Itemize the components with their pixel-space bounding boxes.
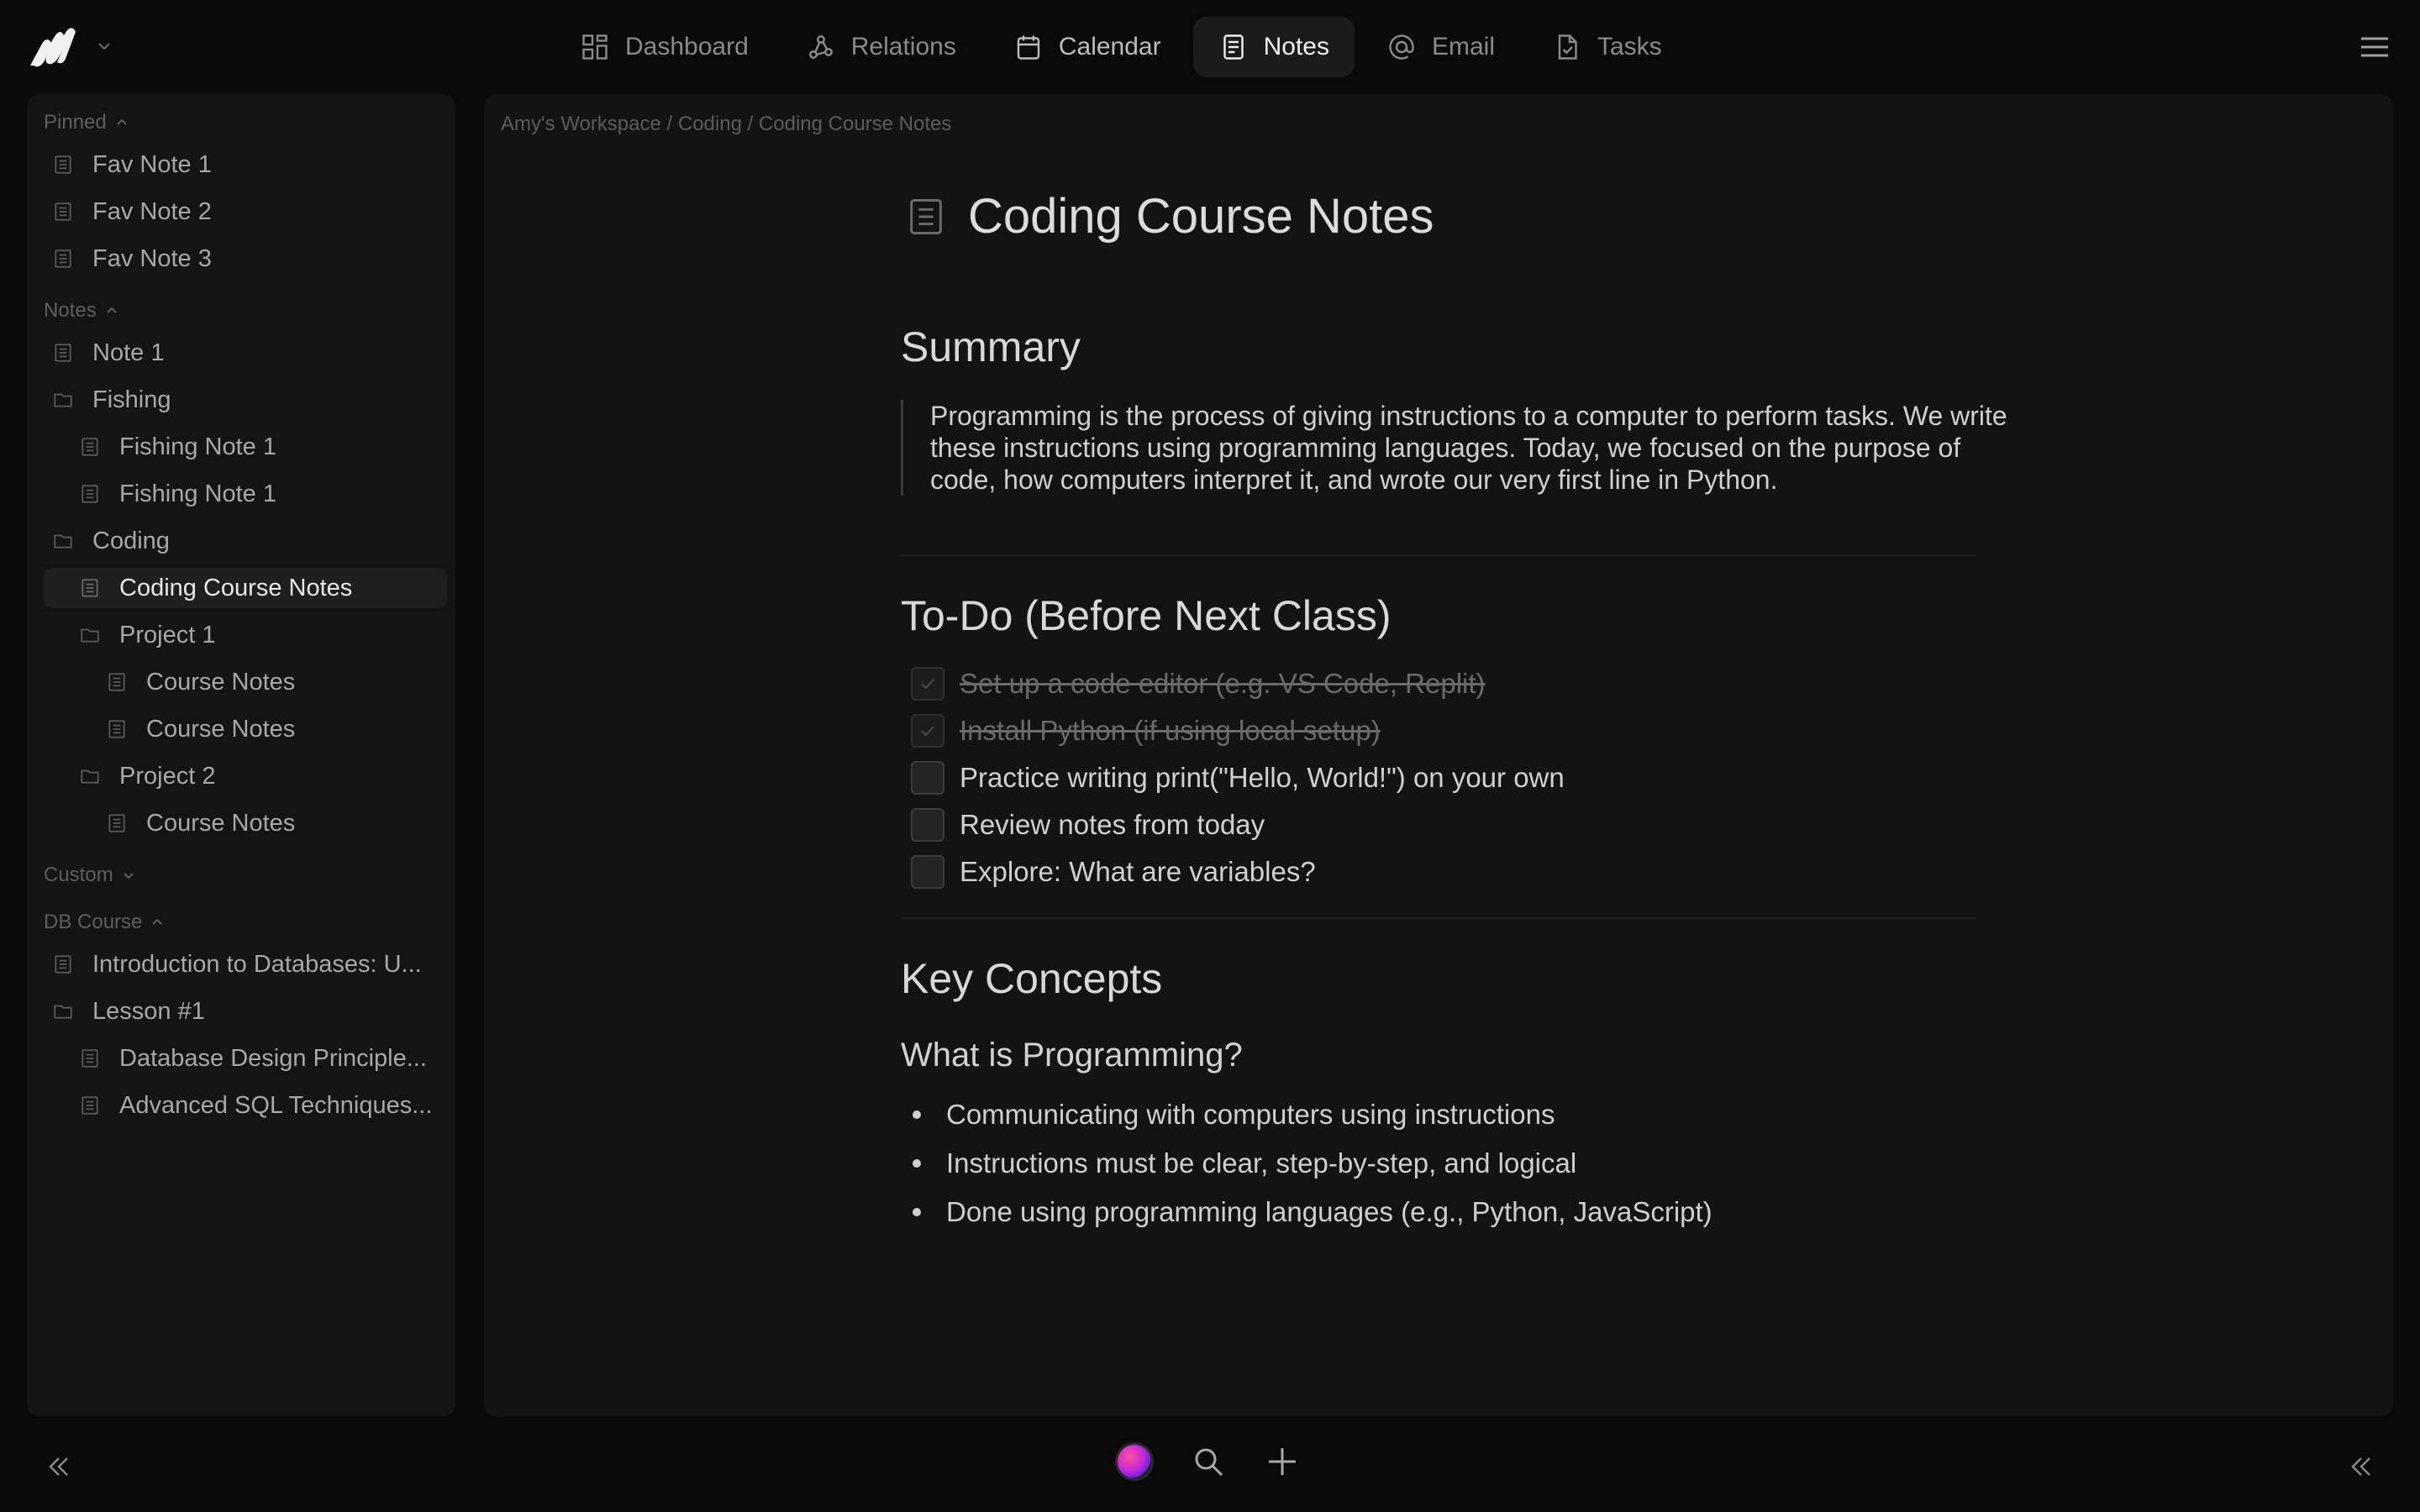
section-db-course[interactable] bbox=[44, 911, 164, 934]
note-icon bbox=[79, 1095, 101, 1116]
dashboard-icon bbox=[580, 32, 610, 62]
nav-relations-label: Relations bbox=[850, 33, 956, 60]
sidebar-item-project-2[interactable] bbox=[44, 756, 447, 796]
app-logo-icon bbox=[29, 25, 86, 67]
todo-item[interactable] bbox=[911, 808, 1265, 842]
sidebar-item-label: Fav Note 3 bbox=[92, 244, 212, 272]
sidebar-item-label: Coding Course Notes bbox=[119, 574, 353, 601]
at-icon bbox=[1386, 32, 1417, 62]
chevron-down-icon bbox=[122, 869, 135, 882]
calendar-icon bbox=[1013, 32, 1044, 62]
collapse-right-panel-icon[interactable] bbox=[2346, 1452, 2376, 1482]
checkbox-checked[interactable] bbox=[911, 714, 944, 748]
todo-label: Practice writing print("Hello, World!") on your own bbox=[960, 762, 1565, 793]
breadcrumb[interactable]: Amy's Workspace / Coding / Coding Course Notes bbox=[501, 113, 952, 135]
todo-label: Explore: What are variables? bbox=[960, 856, 1316, 887]
todo-heading[interactable]: To-Do (Before Next Class) bbox=[901, 592, 1392, 639]
sidebar-item-fav-note-2[interactable] bbox=[44, 192, 447, 232]
sidebar-item-label: Lesson #1 bbox=[92, 997, 205, 1025]
todo-item[interactable] bbox=[911, 761, 1565, 795]
sidebar-item-label: Fishing Note 1 bbox=[119, 480, 276, 507]
folder-icon bbox=[79, 624, 101, 646]
chevron-up-icon bbox=[115, 116, 129, 129]
folder-icon bbox=[79, 765, 101, 787]
note-icon bbox=[79, 436, 101, 458]
main-nav bbox=[555, 17, 1687, 77]
top-bar bbox=[0, 0, 2420, 94]
section-notes[interactable] bbox=[44, 299, 118, 323]
sidebar-item-label: Fav Note 1 bbox=[92, 150, 212, 178]
nav-tasks-label: Tasks bbox=[1597, 33, 1662, 60]
list-item-text: Instructions must be clear, step-by-step, and logical bbox=[946, 1147, 1577, 1179]
sidebar-item-fav-note-1[interactable] bbox=[44, 144, 447, 185]
checkbox-unchecked[interactable] bbox=[911, 761, 944, 795]
sidebar-item-project-1[interactable] bbox=[44, 615, 447, 655]
nav-calendar-label: Calendar bbox=[1058, 33, 1161, 60]
section-custom[interactable] bbox=[44, 864, 135, 887]
checkbox-checked[interactable] bbox=[911, 667, 944, 701]
ai-assistant-orb-icon[interactable] bbox=[1118, 1445, 1151, 1478]
sidebar-item-course-notes-1[interactable] bbox=[44, 662, 447, 702]
sidebar-item-label: Project 1 bbox=[119, 621, 216, 648]
subheading[interactable]: What is Programming? bbox=[901, 1037, 1243, 1074]
sidebar-item-course-notes-3[interactable] bbox=[44, 803, 447, 843]
sidebar-item-note-1[interactable] bbox=[44, 333, 447, 373]
note-title[interactable]: Coding Course Notes bbox=[968, 189, 1434, 244]
sidebar-item-advanced-sql[interactable] bbox=[44, 1085, 439, 1126]
note-icon bbox=[52, 953, 74, 975]
sidebar-item-label: Coding bbox=[92, 527, 170, 554]
sidebar-item-label: Course Notes bbox=[146, 668, 296, 696]
collapse-left-icon[interactable] bbox=[44, 1452, 74, 1482]
todo-item[interactable] bbox=[911, 855, 1316, 889]
section-custom-label: Custom bbox=[44, 864, 113, 886]
folder-icon bbox=[52, 389, 74, 411]
todo-item[interactable] bbox=[911, 667, 1486, 701]
sidebar-item-label: Introduction to Databases: U... bbox=[92, 950, 422, 978]
note-icon bbox=[79, 577, 101, 599]
check-icon bbox=[918, 722, 937, 740]
list-item-text: Done using programming languages (e.g., Python, JavaScript) bbox=[946, 1196, 1712, 1227]
sidebar-item-label: Fishing Note 1 bbox=[119, 433, 276, 460]
sidebar-item-fav-note-3[interactable] bbox=[44, 239, 447, 279]
note-icon bbox=[106, 718, 128, 740]
nav-dashboard[interactable] bbox=[555, 17, 774, 77]
note-icon bbox=[52, 201, 74, 223]
list-item-text: Communicating with computers using instructions bbox=[946, 1099, 1555, 1130]
divider bbox=[901, 917, 1976, 919]
note-icon bbox=[79, 1047, 101, 1069]
note-icon bbox=[52, 342, 74, 364]
sidebar-item-label: Project 2 bbox=[119, 762, 216, 790]
section-db-course-label: DB Course bbox=[44, 911, 143, 933]
key-concepts-heading[interactable]: Key Concepts bbox=[901, 955, 1163, 1002]
sidebar-item-label: Note 1 bbox=[92, 339, 165, 366]
divider bbox=[901, 554, 1976, 556]
sidebar-item-db-design[interactable] bbox=[44, 1038, 439, 1079]
bottom-actions bbox=[1118, 1445, 1299, 1478]
bullet-dot bbox=[913, 1110, 921, 1119]
bullet-dot bbox=[913, 1208, 921, 1216]
note-icon bbox=[52, 248, 74, 270]
page-title bbox=[904, 188, 1434, 244]
list-item[interactable] bbox=[913, 1147, 1576, 1179]
tasks-icon bbox=[1552, 32, 1582, 62]
sidebar-item-course-notes-2[interactable] bbox=[44, 709, 447, 749]
summary-quote[interactable]: Programming is the process of giving instructions to a computer to perform tasks. We write these instructions using programming languages. Today, we focused on the purpose of code, how computers interpret it, and wrote our very first line in Python. bbox=[901, 400, 2014, 496]
note-icon bbox=[904, 195, 948, 239]
folder-icon bbox=[52, 530, 74, 552]
nav-notes-label: Notes bbox=[1263, 33, 1329, 60]
summary-heading[interactable]: Summary bbox=[901, 323, 1081, 370]
sidebar-item-intro-databases[interactable] bbox=[44, 944, 439, 984]
todo-item[interactable] bbox=[911, 714, 1381, 748]
sidebar-item-fishing[interactable] bbox=[44, 380, 447, 420]
relations-icon bbox=[806, 32, 836, 62]
todo-label: Install Python (if using local setup) bbox=[960, 715, 1381, 746]
nav-tasks[interactable] bbox=[1527, 17, 1687, 77]
sidebar bbox=[27, 94, 455, 1416]
sidebar-item-fishing-note-1b[interactable] bbox=[44, 474, 447, 514]
sidebar-item-coding-course-notes[interactable] bbox=[44, 568, 447, 608]
hamburger-menu-icon[interactable] bbox=[2358, 30, 2391, 64]
note-icon bbox=[79, 483, 101, 505]
sidebar-item-label: Advanced SQL Techniques... bbox=[119, 1091, 433, 1119]
section-notes-label: Notes bbox=[44, 299, 97, 322]
nav-relations[interactable] bbox=[781, 17, 981, 77]
chevron-down-icon bbox=[96, 38, 113, 55]
chevron-up-icon bbox=[150, 916, 164, 929]
sidebar-item-label: Database Design Principle... bbox=[119, 1044, 427, 1072]
note-icon bbox=[106, 812, 128, 834]
search-icon[interactable] bbox=[1192, 1445, 1225, 1478]
todo-label: Review notes from today bbox=[960, 809, 1265, 840]
checkbox-unchecked[interactable] bbox=[911, 808, 944, 842]
list-item[interactable] bbox=[913, 1196, 1712, 1228]
nav-dashboard-label: Dashboard bbox=[625, 33, 749, 60]
section-pinned[interactable] bbox=[44, 111, 129, 134]
note-icon bbox=[106, 671, 128, 693]
folder-icon bbox=[52, 1000, 74, 1022]
nav-calendar[interactable] bbox=[988, 17, 1186, 77]
sidebar-item-label: Fishing bbox=[92, 386, 171, 413]
bottom-bar bbox=[0, 1416, 2420, 1512]
sidebar-item-lesson-1[interactable] bbox=[44, 991, 447, 1032]
notes-icon bbox=[1218, 32, 1249, 62]
workspace-switcher[interactable] bbox=[29, 25, 113, 67]
todo-label: Set up a code editor (e.g. VS Code, Replit) bbox=[960, 668, 1486, 699]
note-editor bbox=[484, 94, 2393, 1416]
chevron-up-icon bbox=[105, 304, 118, 318]
sidebar-item-fishing-note-1[interactable] bbox=[44, 427, 447, 467]
sidebar-item-coding[interactable] bbox=[44, 521, 447, 561]
bullet-dot bbox=[913, 1159, 921, 1168]
nav-email-label: Email bbox=[1431, 33, 1495, 60]
list-item[interactable] bbox=[913, 1099, 1555, 1131]
sidebar-item-label: Course Notes bbox=[146, 715, 296, 743]
note-icon bbox=[52, 154, 74, 176]
add-icon[interactable] bbox=[1265, 1445, 1299, 1478]
nav-email[interactable] bbox=[1361, 17, 1520, 77]
check-icon bbox=[918, 675, 937, 693]
sidebar-item-label: Fav Note 2 bbox=[92, 197, 212, 225]
sidebar-item-label: Course Notes bbox=[146, 809, 296, 837]
checkbox-unchecked[interactable] bbox=[911, 855, 944, 889]
nav-notes[interactable] bbox=[1193, 17, 1355, 77]
section-pinned-label: Pinned bbox=[44, 111, 107, 134]
